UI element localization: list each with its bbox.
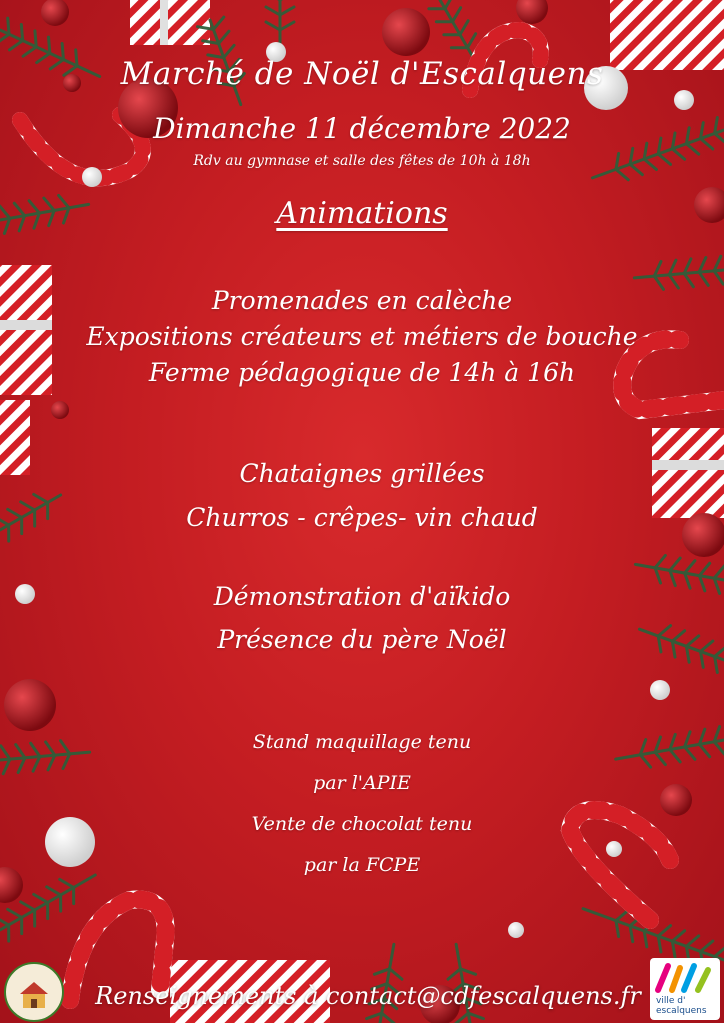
logo-label: ville d' escalquens bbox=[656, 996, 707, 1016]
activities-list bbox=[0, 283, 724, 391]
page-title: Marché de Noël d'Escalquens bbox=[120, 56, 604, 92]
list-item: Présence du père Noël bbox=[217, 625, 507, 654]
venue-info: Rdv au gymnase et salle des fêtes de 10h à 18h bbox=[193, 153, 531, 169]
food-list bbox=[0, 452, 724, 540]
event-date: Dimanche 11 décembre 2022 bbox=[153, 112, 571, 145]
list-item: Expositions créateurs et métiers de bouche bbox=[86, 322, 638, 351]
stands-list bbox=[0, 722, 724, 886]
comite-des-fetes-logo bbox=[4, 962, 64, 1022]
animations-heading: Animations bbox=[276, 196, 448, 231]
list-item: Chataignes grillées bbox=[239, 459, 485, 488]
list-item: par la FCPE bbox=[303, 854, 421, 876]
contact-info: Renseignements à contact@cdfescalquens.fr bbox=[95, 982, 641, 1010]
list-item: Stand maquillage tenu bbox=[252, 731, 472, 753]
list-item: Ferme pédagogique de 14h à 16h bbox=[148, 358, 576, 387]
list-item: Churros - crêpes- vin chaud bbox=[186, 503, 538, 532]
list-item: Démonstration d'aïkido bbox=[213, 582, 511, 611]
shows-list bbox=[0, 575, 724, 661]
colorful-stripes-icon bbox=[650, 958, 720, 998]
list-item: par l'APIE bbox=[313, 772, 411, 794]
ville-escalquens-logo bbox=[650, 958, 720, 1020]
house-icon bbox=[6, 964, 62, 1020]
list-item: Vente de chocolat tenu bbox=[251, 813, 473, 835]
list-item: Promenades en calèche bbox=[211, 286, 513, 315]
